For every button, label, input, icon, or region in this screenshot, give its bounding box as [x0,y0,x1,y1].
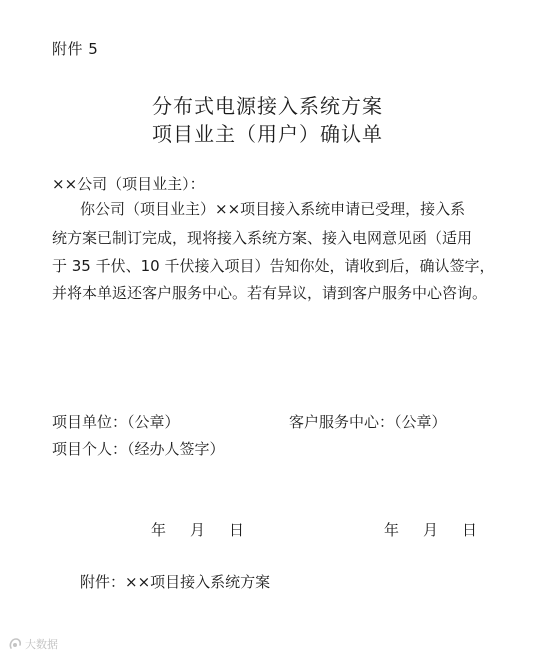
date-left-day: 日 [229,521,245,539]
enclosure-note: 附件：××项目接入系统方案 [80,573,271,591]
service-center-seal: 客户服务中心：（公章） [289,413,447,431]
date-right [384,519,477,540]
date-right-year: 年 [384,521,400,539]
date-right-month: 月 [423,521,439,539]
date-left-year: 年 [151,521,167,539]
project-unit-seal: 项目单位：（公章） [52,413,180,431]
watermark [8,636,58,652]
document-title-line-1: 分布式电源接入系统方案 [152,94,383,118]
body-line-4: 并将本单返还客户服务中心。若有异议，请到客户服务中心咨询。 [52,284,488,302]
document-title-line-2: 项目业主（用户）确认单 [152,122,383,146]
watermark-text: 大数据 [25,638,58,651]
body-line-3: 于 35 千伏、10 千伏接入项目）告知你处，请收到后，确认签字， [52,257,495,275]
brand-logo-icon [8,637,22,651]
date-left-month: 月 [190,521,206,539]
body-line-2: 统方案已制订完成，现将接入系统方案、接入电网意见函（适用 [52,229,473,247]
date-left [151,519,244,540]
date-right-day: 日 [462,521,478,539]
salutation: ××公司（项目业主）： [52,175,205,193]
body-line-1: 你公司（项目业主）××项目接入系统申请已受理，接入系 [80,200,466,218]
project-person-signature: 项目个人：（经办人签字） [52,440,225,458]
attachment-number: 附件 5 [52,40,99,58]
